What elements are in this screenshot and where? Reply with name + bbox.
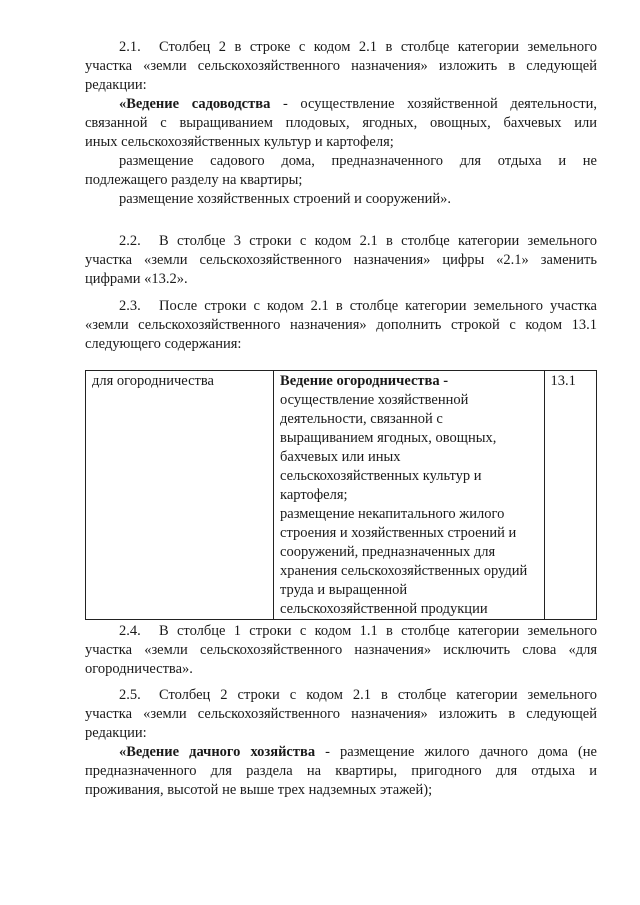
item-number: 2.5. [119,687,141,703]
text-line: Столбец 2 в строке с кодом 2.1 в столбце категории земельного [159,39,597,55]
item-number: 2.3. [119,298,141,314]
text-line: редакции: [85,77,147,93]
paragraph-2-4 [85,622,597,679]
bold-term: «Ведение садоводства [119,96,271,112]
text-line: следующего содержания: [85,336,242,352]
text-line: связанной с выращиванием плодовых, ягодных, овощных, бахчевых или [85,115,597,131]
paragraph-2-1 [85,38,597,209]
paragraph-2-3 [85,297,597,354]
insert-table [85,370,597,620]
item-number: 2.4. [119,623,141,639]
text-line: участка «земли сельскохозяйственного назначения» изложить в следующей [85,58,597,74]
table-cell-code: 13.1 [544,371,596,620]
bold-term: «Ведение дачного хозяйства [119,744,316,760]
text-line: размещение садового дома, предназначенного для отдыха и не [119,153,597,169]
text-line: подлежащего разделу на квартиры; [85,172,303,188]
table-cell-description [274,371,545,620]
cell-line: выращиванием ягодных, овощных, [280,430,497,446]
cell-line: сельскохозяйственной продукции [280,601,488,617]
item-number: 2.2. [119,233,141,249]
item-number: 2.1. [119,39,141,55]
text-line: В столбце 1 строки с кодом 1.1 в столбце категории земельного [159,623,597,639]
text-line: предназначенного для раздела на квартиры, пригодного для отдыха и [85,763,597,779]
bold-term: Ведение огородничества - [280,373,449,389]
text-line: участка «земли сельскохозяйственного назначения» исключить слова «для [85,642,597,658]
text-line: огородничества». [85,661,193,677]
text-line: участка «земли сельскохозяйственного назначения» изложить в следующей [85,706,597,722]
text-line: цифрами «13.2». [85,271,188,287]
text-line: редакции: [85,725,147,741]
cell-line: сельскохозяйственных культур и [280,468,482,484]
text-line: проживания, высотой не выше трех надземных этажей); [85,782,433,798]
text-line: участка «земли сельскохозяйственного назначения» цифры «2.1» заменить [85,252,597,268]
cell-line: бахчевых или иных [280,449,401,465]
cell-line: строения и хозяйственных строений и [280,525,517,541]
text-line: Столбец 2 строки с кодом 2.1 в столбце категории земельного [159,687,597,703]
text-line: После строки с кодом 2.1 в столбце категории земельного участка [159,298,597,314]
cell-line: размещение некапитального жилого [280,506,505,522]
text-line: «земли сельскохозяйственного назначения» дополнить строкой с кодом 13.1 [85,317,597,333]
text-line: - осуществление хозяйственной деятельности, [270,96,597,112]
cell-line: сооружений, предназначенных для [280,544,496,560]
paragraph-2-2 [85,232,597,289]
text-line: размещение хозяйственных строений и сооружений». [119,191,452,207]
cell-line: деятельности, связанной с [280,411,443,427]
text-line: иных сельскохозяйственных культур и картофеля; [85,134,394,150]
table-cell-name: для огородничества [86,371,274,620]
cell-line: осуществление хозяйственной [280,392,469,408]
paragraph-2-5 [85,686,597,800]
cell-line: труда и выращенной [280,582,408,598]
text-line: В столбце 3 строки с кодом 2.1 в столбце категории земельного [159,233,597,249]
text-line: - размещение жилого дачного дома (не [315,744,597,760]
cell-line: хранения сельскохозяйственных орудий [280,563,528,579]
table-row [86,371,597,620]
cell-line: картофеля; [280,487,348,503]
